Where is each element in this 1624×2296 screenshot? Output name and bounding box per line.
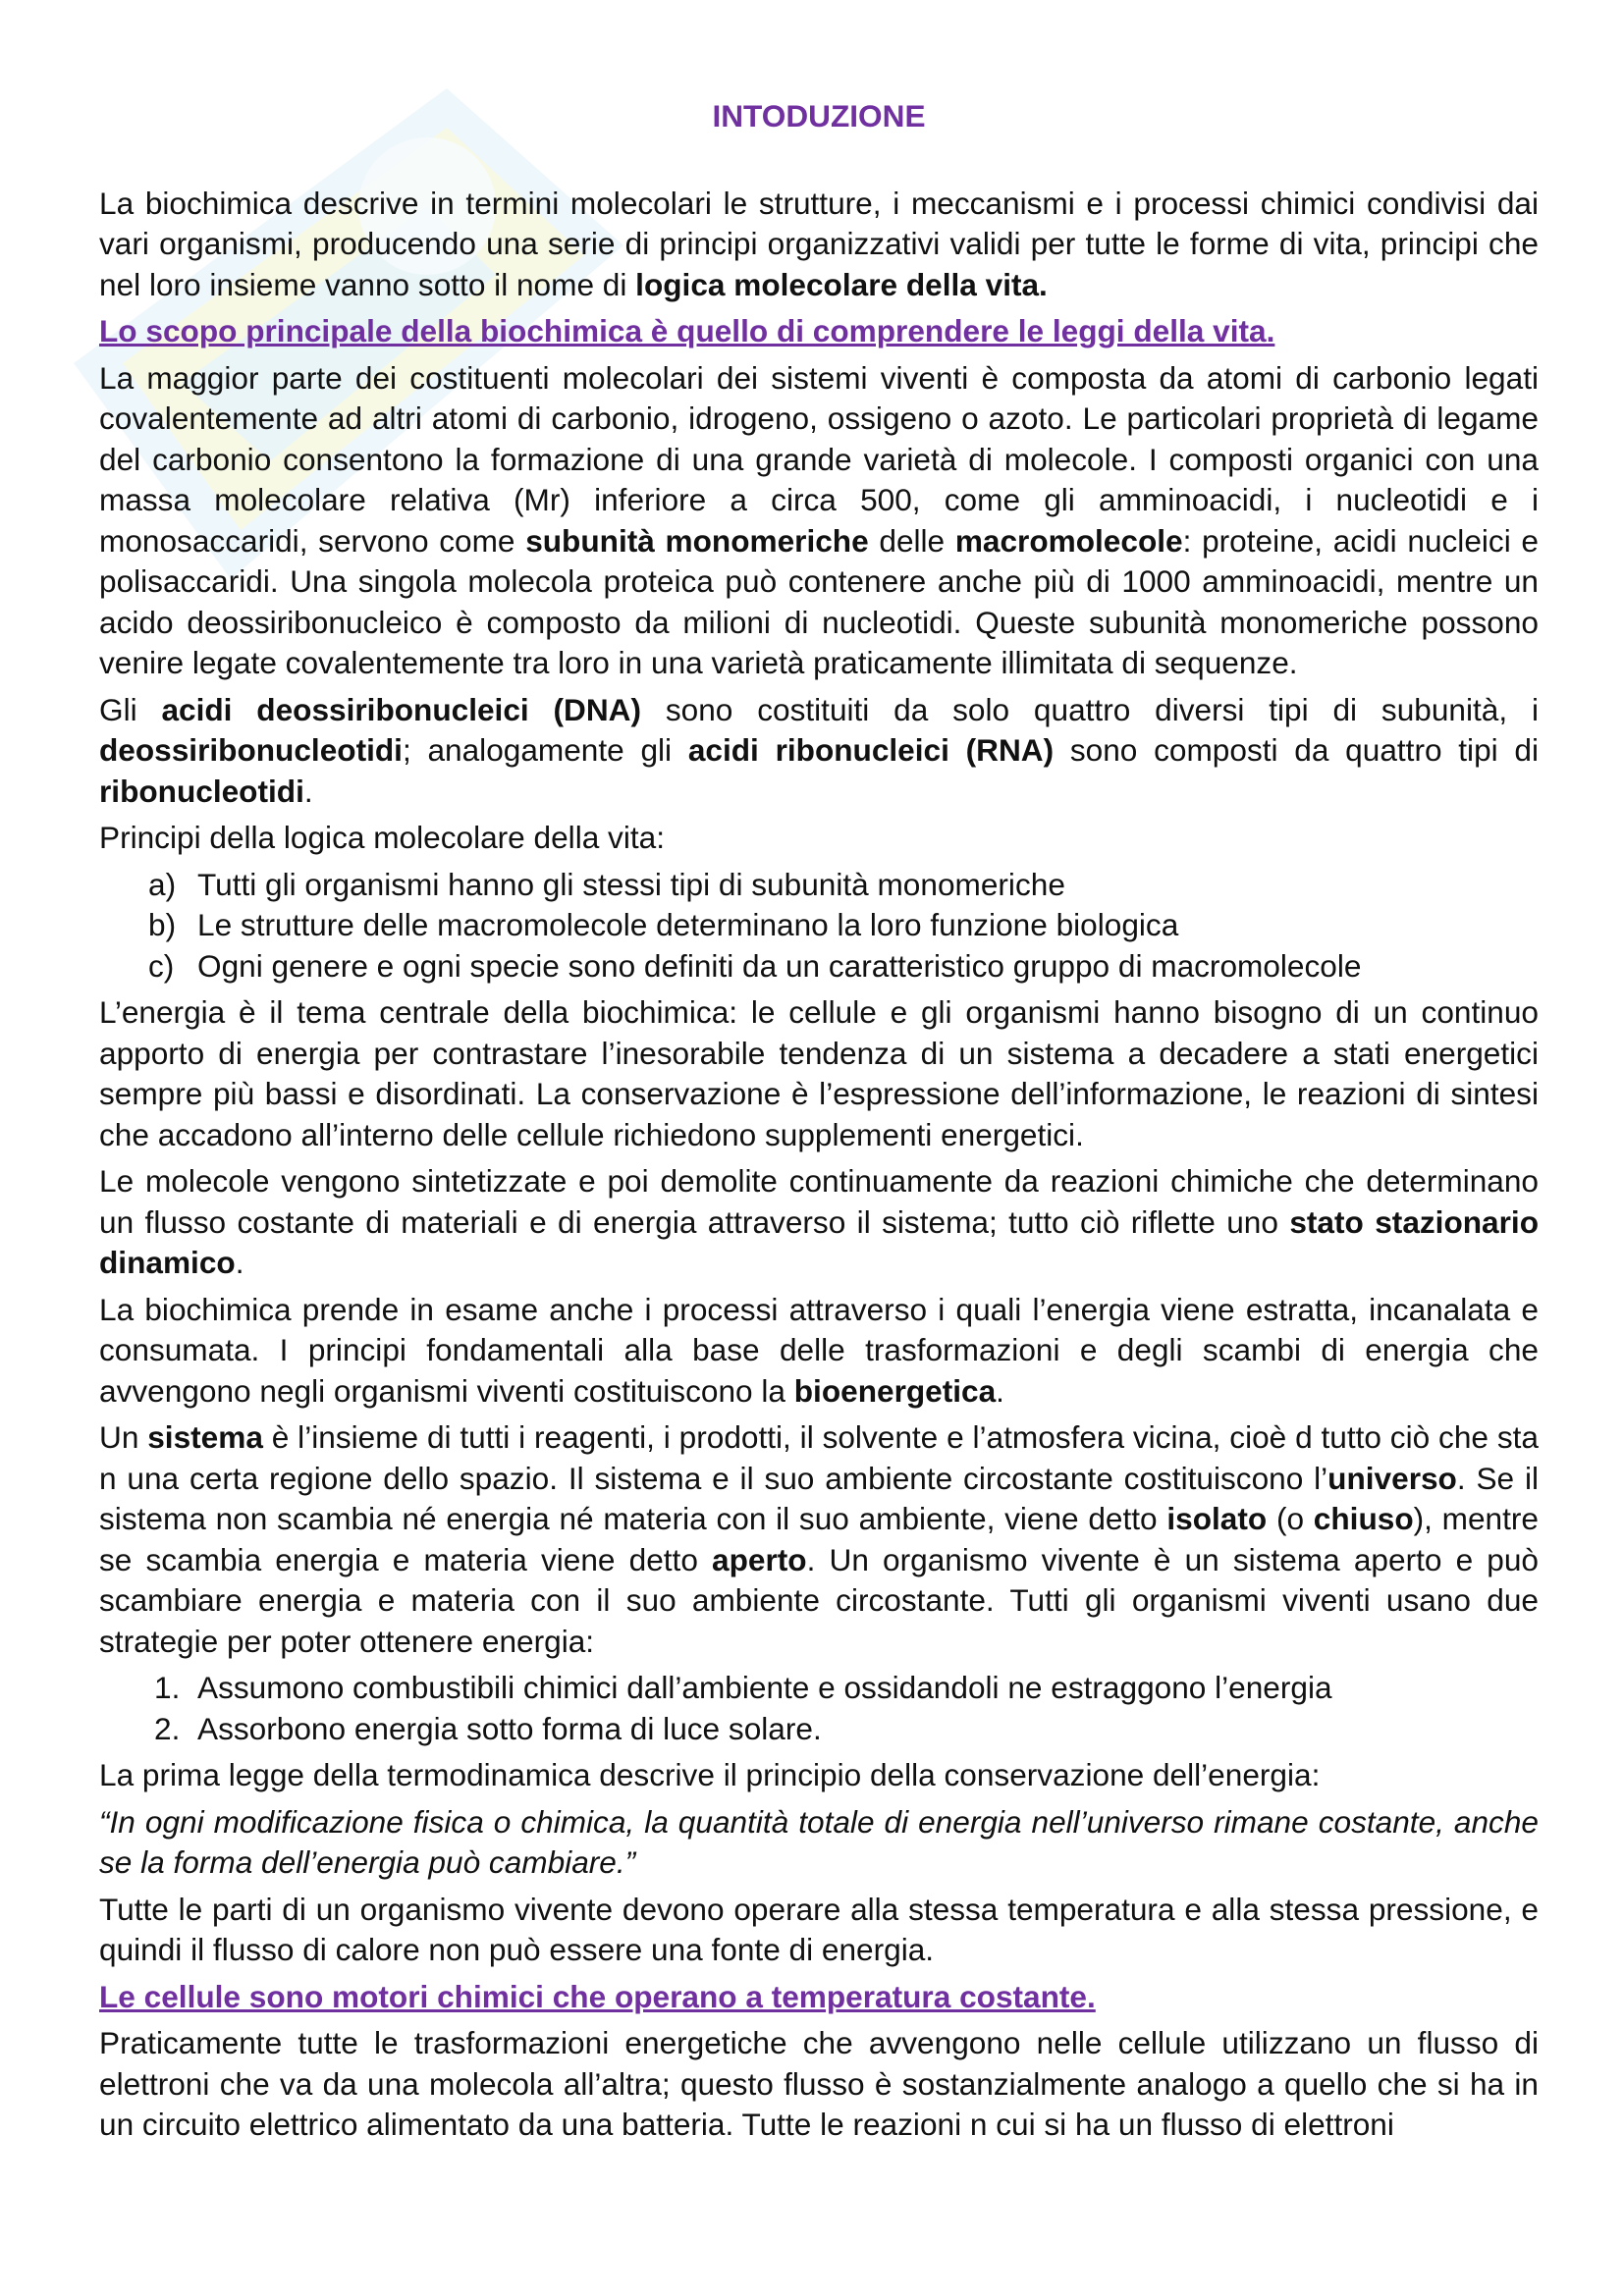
paragraph-bioenergetics: La biochimica prende in esame anche i processi attraverso i quali l’energia viene estratta, incanalata e consumata. I principi fondamentali alla base delle trasformazioni e degli scambi di energia che avvengono negli organismi viventi costituiscono la bioenergetica. [99,1291,1539,1409]
list-item: a) Tutti gli organismi hanno gli stessi tipi di subunità monomeriche [148,866,1065,902]
paragraph-energy: L’energia è il tema centrale della biochimica: le cellule e gli organismi hanno bisogno di un continuo apporto di energia per contrastare l’inesorabile tendenza di un sistema a decadere a stati energetici sempre più bassi e disordinati. La conservazione è l’espressione dell’informazione, le reazioni di sintesi che accadono all’interno delle cellule richiedono supplementi energetici. [99,994,1539,1152]
paragraph-temperature: Tutte le parti di un organismo vivente devono operare alla stessa temperatura e alla stessa pressione, e quindi il flusso di calore non può essere una fonte di energia. [99,1891,1539,1967]
paragraph-carbon: La maggior parte dei costituenti molecolari dei sistemi viventi è composta da atomi di carbonio legati covalentemente ad altri atomi di carbonio, idrogeno, ossigeno o azoto. Le particolari proprietà di legame del carbonio consentono la formazione di una grande varietà di molecole. I composti organici con una massa molecolare relativa (Mr) inferiore a circa 500, come gli amminoacidi, i nucleotidi e i monosaccaridi, servono come subunità monomeriche delle macromolecole: proteine, acidi nucleici e polisaccaridi. Una singola molecola proteica può contenere anche più di 1000 amminoacidi, mentre un acido deossiribonucleico è composto da milioni di nucleotidi. Queste subunità monomeriche possono venire legate covalentemente tra loro in una varietà praticamente illimitata di sequenze. [99,359,1539,680]
paragraph-intro: La biochimica descrive in termini molecolari le strutture, i meccanismi e i processi chimici condivisi dai vari organismi, producendo una serie di principi organizzativi validi per tutte le forme di vita, principi che nel loro insieme vanno sotto il nome di logica molecolare della vita. [99,185,1539,302]
document-page [99,96,1539,2152]
paragraph-first-law: La prima legge della termodinamica descrive il principio della conservazione dell’energia: [99,1757,1321,1792]
list-item: 1. Assumono combustibili chimici dall’ambiente e ossidandoli ne estraggono l’energia [154,1670,1332,1705]
page-title: INTODUZIONE [712,98,926,133]
quote-first-law: “In ogni modificazione fisica o chimica, la quantità totale di energia nell’universo rimane costante, anche se la forma dell’energia può cambiare.” [99,1803,1539,1880]
paragraph-steady-state: Le molecole vengono sintetizzate e poi demolite continuamente da reazioni chimiche che determinano un flusso costante di materiali e di energia attraverso il sistema; tutto ciò riflette uno stato stazionario dinamico. [99,1163,1539,1280]
principles-intro: Principi della logica molecolare della vita: [99,820,665,855]
paragraph-electrons: Praticamente tutte le trasformazioni energetiche che avvengono nelle cellule utilizzano un flusso di elettroni che va da una molecola all’altra; questo flusso è sostanzialmente analogo a quello che si ha in un circuito elettrico alimentato da una batteria. Tutte le reazioni n cui si ha un flusso di elettroni [99,2025,1539,2142]
highlight-scope: Lo scopo principale della biochimica è quello di comprendere le leggi della vita. [99,313,1275,348]
paragraph-system: Un sistema è l’insieme di tutti i reagenti, i prodotti, il solvente e l’atmosfera vicina, cioè d tutto ciò che sta n una certa regione dello spazio. Il sistema e il suo ambiente circostante costituiscono l’universo. Se il sistema non scambia né energia né materia con il suo ambiente, viene detto isolato (o chiuso), mentre se scambia energia e materia viene detto aperto. Un organismo vivente è un sistema aperto e può scambiare energia e materia con il suo ambiente circostante. Tutti gli organismi viventi usano due strategie per poter ottenere energia: [99,1419,1540,1659]
list-item: 2. Assorbono energia sotto forma di luce solare. [154,1710,822,1746]
list-item: b) Le strutture delle macromolecole determinano la loro funzione biologica [148,907,1179,942]
list-item: c) Ogni genere e ogni specie sono definiti da un caratteristico gruppo di macromolecole [148,947,1362,984]
paragraph-nucleic-acids: Gli acidi deossiribonucleici (DNA) sono costituiti da solo quattro diversi tipi di subunità, i deossiribonucleotidi; analogamente gli acidi ribonucleici (RNA) sono composti da quattro tipi di ribonucleotidi. [99,691,1539,809]
strategies-list [99,1668,1539,1749]
principles-list [99,865,1539,988]
highlight-chemical-engines: Le cellule sono motori chimici che operano a temperatura costante. [99,1978,1096,2014]
